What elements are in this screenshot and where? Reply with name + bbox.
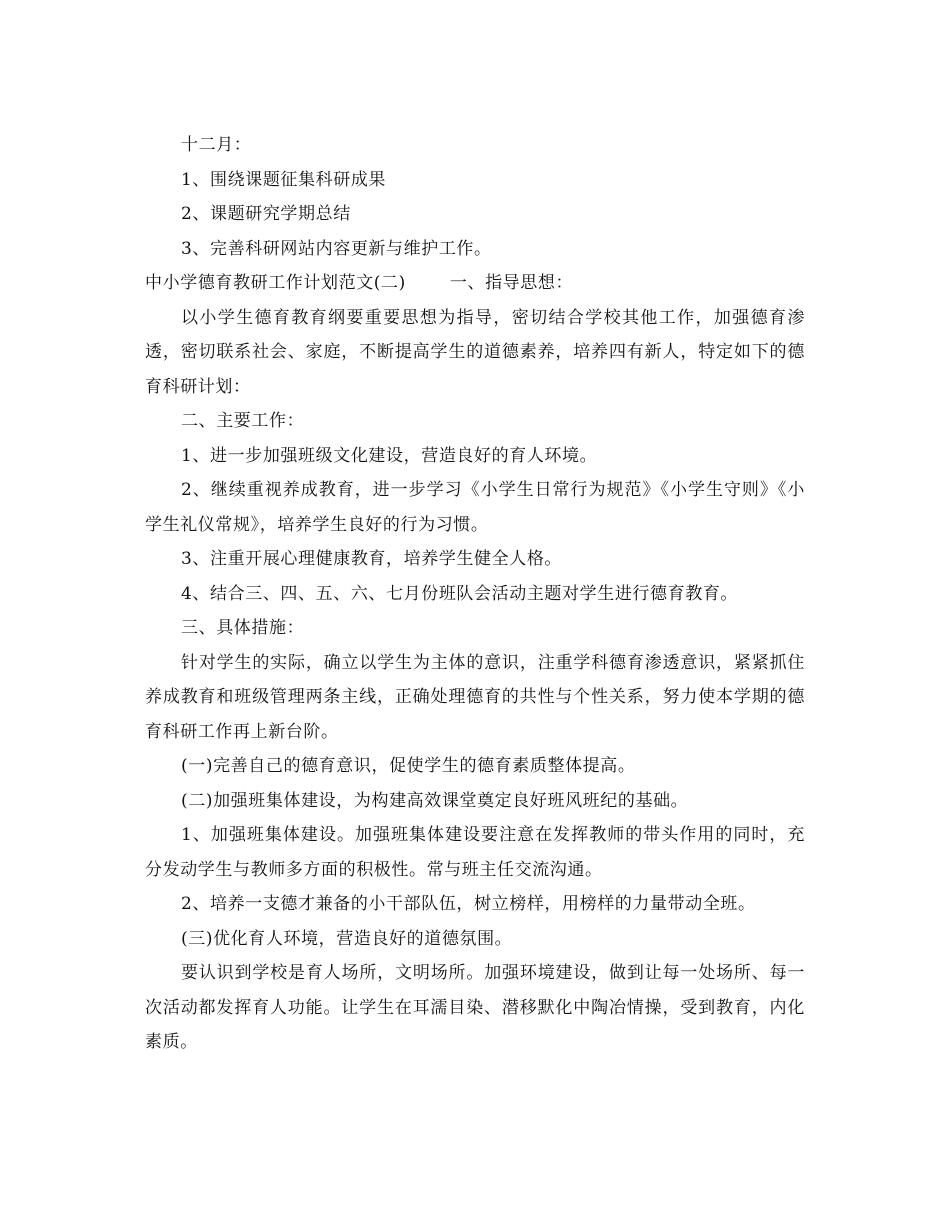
- section-guiding-ideology: 一、指导思想：: [449, 273, 574, 293]
- document-title: 中小学德育教研工作计划范文(二): [145, 273, 406, 293]
- section-main-work: 二、主要工作：: [181, 411, 305, 431]
- paragraph-measures-text: 针对学生的实际，确立以学生为主体的意识，注重学科德育渗透意识，紧紧抓住养成教育和班级管理两条主线，正确处理德育的共性与个性关系，努力使本学期的德育科研工作再上新台阶。: [145, 652, 805, 742]
- paragraph-guiding-text: 以小学生德育教育纲要重要思想为指导，密切结合学校其他工作，加强德育渗透，密切联系社会、家庭，不断提高学生的道德素养，培养四有新人，特定如下的德育科研计划：: [145, 307, 805, 397]
- paragraph-measure-1: (一)完善自己的德育意识，促使学生的德育素质整体提高。: [181, 756, 636, 776]
- paragraph-environment: 要认识到学校是育人场所，文明场所。加强环境建设，做到让每一处场所、每一次活动都发挥育人功能。让学生在耳濡目染、潜移默化中陶冶情操，受到教育，内化素质。: [145, 963, 805, 1052]
- paragraph-class-building: 1、加强班集体建设。加强班集体建设要注意在发挥教师的带头作用的同时，充分发动学生与教师多方面的积极性。常与班主任交流沟通。: [145, 825, 805, 880]
- paragraph-cadre-team: 2、培养一支德才兼备的小干部队伍，树立榜样，用榜样的力量带动全班。: [181, 894, 756, 914]
- paragraph-measure-2: (二)加强班集体建设，为构建高效课堂奠定良好班风班纪的基础。: [181, 790, 689, 811]
- paragraph-work-1: 1、进一步加强班级文化建设，营造良好的育人环境。: [181, 445, 598, 466]
- paragraph-work-4: 4、结合三、四、五、六、七月份班队会活动主题对学生进行德育教育。: [181, 583, 739, 604]
- heading-line: [145, 266, 805, 301]
- document-body: [145, 128, 805, 1060]
- paragraph-item-1: 1、围绕课题征集科研成果: [181, 169, 387, 190]
- paragraph-work-2: 2、继续重视养成教育，进一步学习《小学生日常行为规范》《小学生守则》《小学生礼仪常规》，培养学生良好的行为习惯。: [145, 480, 805, 535]
- section-measures: 三、具体措施：: [181, 618, 305, 638]
- paragraph-december: 十二月：: [181, 135, 252, 155]
- paragraph-measure-3: (三)优化育人环境，营造良好的道德氛围。: [181, 928, 513, 949]
- paragraph-item-3: 3、完善科研网站内容更新与维护工作。: [181, 238, 492, 259]
- paragraph-item-2: 2、课题研究学期总结: [181, 204, 351, 224]
- paragraph-work-3: 3、注重开展心理健康教育，培养学生健全人格。: [181, 549, 563, 569]
